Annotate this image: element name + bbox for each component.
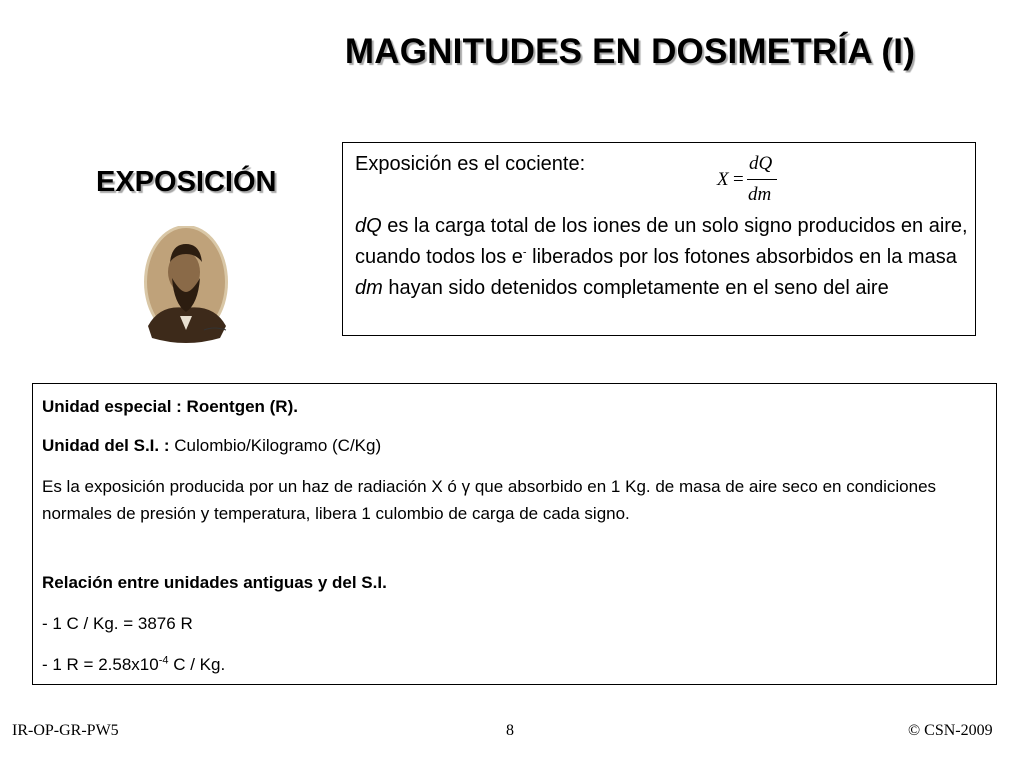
units-box — [32, 383, 997, 685]
formula-denominator: dm — [748, 184, 772, 205]
copyright: © CSN-2009 — [908, 722, 993, 739]
page-number: 8 — [506, 722, 514, 739]
roentgen-portrait — [140, 226, 236, 346]
footer-code: IR-OP-GR-PW5 — [12, 722, 119, 739]
formula-equals: = — [733, 169, 744, 190]
definition-box — [342, 142, 976, 336]
special-unit: Unidad especial : Roentgen (R). — [42, 397, 298, 416]
si-unit: Unidad del S.I. : Culombio/Kilogramo (C/Kg) — [42, 436, 382, 455]
definition-intro: Exposición es el cociente: — [355, 153, 586, 175]
formula-lhs: X — [717, 169, 729, 190]
exposure-formula — [717, 153, 787, 209]
section-heading: EXPOSICIÓN — [96, 166, 277, 198]
definition-description: dQ es la carga total de los iones de un solo signo producidos en aire, cuando todos los e- liberados por los fotones absorbidos en la masa dm hayan sido detenidos completamente en el seno del aire — [355, 215, 968, 299]
unit-definition: Es la exposición producida por un haz de radiación X ó γ que absorbido en 1 Kg. de masa de aire seco en condiciones normales de presión y temperatura, libera 1 culombio de carga de cada signo. — [42, 477, 937, 523]
slide-title: MAGNITUDES EN DOSIMETRÍA (I) — [344, 32, 916, 71]
relation-1: - 1 C / Kg. = 3876 R — [42, 614, 193, 633]
formula-fraction-bar — [747, 179, 777, 180]
relation-title: Relación entre unidades antiguas y del S.I. — [42, 573, 387, 592]
relation-2: - 1 $R = 2.58x10^{-4}$ C / Kg. — [42, 654, 226, 674]
formula-numerator: dQ — [749, 153, 773, 174]
